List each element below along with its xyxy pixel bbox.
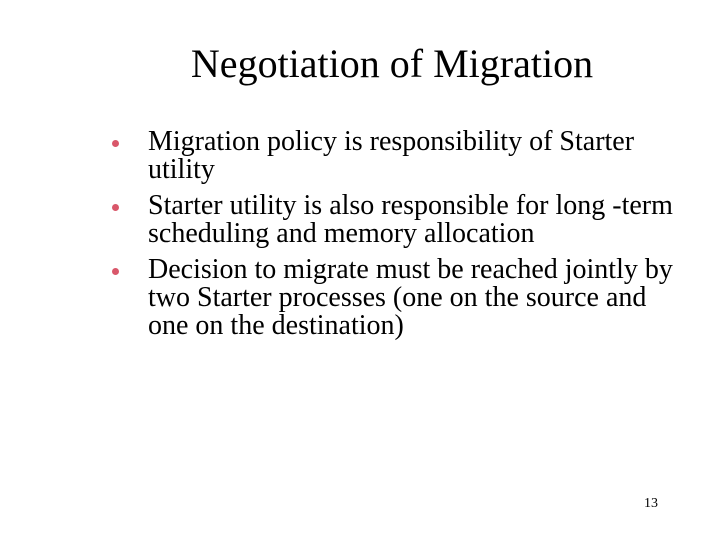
slide-title: Negotiation of Migration — [190, 41, 594, 86]
bullet-text: Decision to migrate must be reached jointly by two Starter processes (one on the source and one on the destination) — [148, 254, 673, 341]
page-number: 13 — [644, 496, 658, 511]
bullet-text: Migration policy is responsibility of Starter utility — [148, 126, 635, 185]
bullet-dot-icon — [112, 140, 119, 147]
bullet-text: Starter utility is also responsible for long -term scheduling and memory allocation — [148, 190, 673, 249]
bullet-dot-icon — [112, 268, 119, 275]
bullet-dot-icon — [112, 204, 119, 211]
bullet-list — [112, 128, 692, 348]
bullet-item — [112, 192, 692, 248]
bullet-item — [112, 128, 692, 184]
bullet-item — [112, 256, 692, 340]
